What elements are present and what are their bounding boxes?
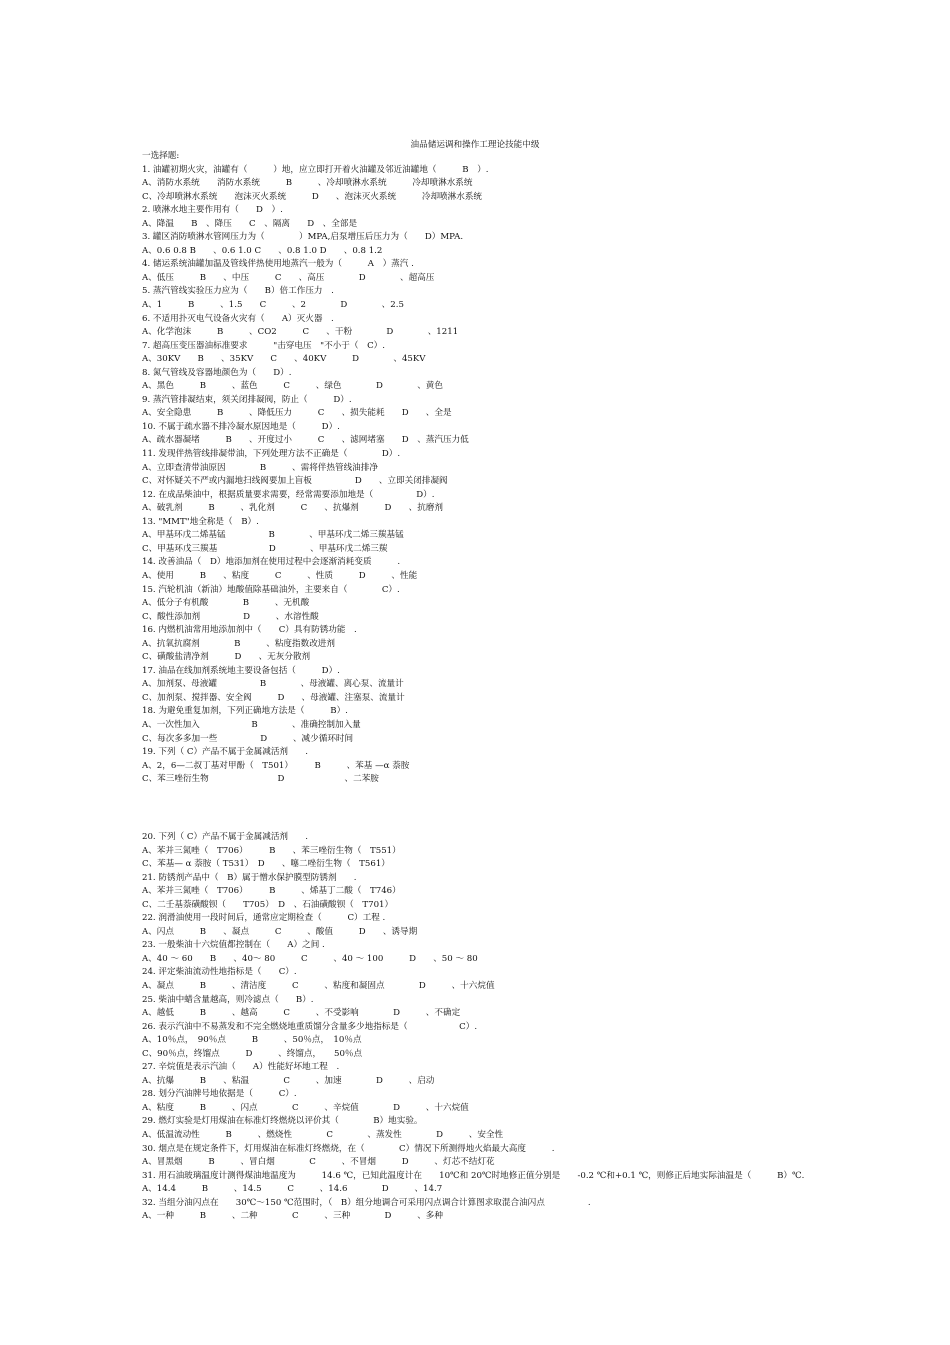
question-line: 26. 表示汽油中不易蒸发和不完全燃烧地重质馏分含量多少地指标是（ C）.: [142, 1021, 478, 1032]
answer-options: A、凝点 B 、清洁度 C 、粘度和凝固点 D 、十六烷值: [142, 981, 495, 992]
answer-options: C、二壬基萘磺酸钡（ T705） D 、石油磺酸钡（ T701）: [142, 899, 394, 910]
question-line: 10. 不属于疏水器不排冷凝水原因地是（ D）.: [142, 421, 340, 432]
answer-options: A、0.6 0.8 B 、0.6 1.0 C 、0.8 1.0 D 、0.8 1.2: [142, 245, 383, 256]
answer-options: C、磺酸盐清净剂 D 、无灰分散剂: [142, 652, 311, 663]
question-line: 14. 改善油品（ D）地添加剂在使用过程中会逐渐消耗变质 .: [142, 557, 401, 568]
answer-options: A、甲基环戊二烯基锰 B 、甲基环戊二烯三羰基锰: [142, 530, 404, 541]
question-line: 23. 一般柴油十六烷值都控制在（ A）之间 .: [142, 940, 325, 951]
question-line: 7. 超高压变压器油标准要求 "击穿电压 "不小于（ C）.: [142, 340, 385, 351]
question-block-2: [142, 831, 842, 1224]
answer-options: A、降温 B 、降压 C 、隔离 D 、全部是: [142, 218, 358, 229]
question-line: 15. 汽轮机油（新油）地酸值除基础油外，主要来自（ C）.: [142, 584, 400, 595]
answer-options: A、粘度 B 、闪点 C 、辛烷值 D 、十六烷值: [142, 1102, 469, 1113]
answer-options: A、低压 B 、中压 C 、高压 D 、超高压: [142, 272, 435, 283]
question-line: 4. 储运系统油罐加温及管线伴热使用地蒸汽一般为（ A ）蒸汽 .: [142, 259, 414, 270]
answer-options: A、2，6—二叔丁基对甲酚（ T501） B 、苯基 —α 萘胺: [142, 760, 410, 771]
answer-options: A、抗爆 B 、粘温 C 、加速 D 、启动: [142, 1075, 435, 1086]
question-line: 11. 发现伴热管线排凝带油，下列处理方法不正确是（ D）.: [142, 449, 401, 460]
question-line: 32. 当组分油闪点在 30℃～150 ℃范围时，（ B）组分地调合可采用闪点调合计算图求取混合油闪点 .: [142, 1197, 591, 1208]
answer-options: A、40 ～ 60 B 、40～ 80 C 、40 ～ 100 D 、50 ～ 80: [142, 953, 478, 964]
question-line: 24. 评定柴油流动性地指标是（ C）.: [142, 967, 297, 978]
question-line: 28. 划分汽油牌号地依据是（ C）.: [142, 1089, 297, 1100]
question-line: 31. 用石油玻璃温度计测得煤油地温度为 14.6 ℃，已知此温度计在 10℃和 20℃时地修正值分别是 -0.2 ℃和+0.1 ℃，则修正后地实际油温是（ B）℃.: [142, 1170, 805, 1181]
question-line: 20. 下列（ C）产品不属于金属减活剂 .: [142, 832, 308, 842]
answer-options: A、低分子有机酸 B 、无机酸: [142, 598, 310, 609]
question-line: 13. "MMT"地全称是（ B）.: [142, 516, 259, 527]
answer-options: A、破乳剂 B 、乳化剂 C 、抗爆剂 D 、抗磨剂: [142, 503, 443, 514]
question-line: 9. 蒸汽管排凝结束，须关闭排凝阀，防止（ D）.: [142, 394, 352, 405]
answer-options: C、对怀疑关不严或内漏地扫线阀要加上盲板 D 、立即关闭排凝阀: [142, 476, 448, 487]
answer-options: A、化学泡沫 B 、CO2 C 、干粉 D 、1211: [142, 327, 459, 338]
answer-options: A、闪点 B 、凝点 C 、酸值 D 、诱导期: [142, 926, 418, 937]
answer-options: A、苯并三氮唑（ T706） B 、烯基丁二酸（ T746）: [142, 886, 401, 897]
question-line: 8. 氮气管线及容器地颜色为（ D）.: [142, 367, 292, 378]
question-line: 1. 油罐初期火灾，油罐有（ ）地，应立即打开着火油罐及邻近油罐地（ B ）.: [142, 164, 489, 175]
answer-options: C、冷却喷淋水系统 泡沫灭火系统 D 、泡沫灭火系统 冷却喷淋水系统: [142, 191, 483, 202]
question-line: 22. 润滑油使用一段时间后，通常应定期检查（ C）工程 .: [142, 913, 386, 924]
question-line: 5. 蒸汽管线实验压力应为（ B）倍工作压力 .: [142, 286, 334, 297]
answer-options: C、苯基— α 萘胺（ T531） D 、噻二唑衍生物（ T561）: [142, 859, 390, 870]
answer-options: A、苯并三氮唑（ T706） B 、苯三唑衍生物（ T551）: [142, 845, 401, 856]
answer-options: A、10％点， 90％点 B 、50％点， 10％点: [142, 1035, 362, 1046]
answer-options: C、酸性添加剂 D 、水溶性酸: [142, 611, 319, 622]
answer-options: A、冒黑烟 B 、冒白烟 C 、不冒烟 D 、灯芯不结灯花: [142, 1157, 495, 1168]
answer-options: C、加剂泵、搅拌器、安全阀 D 、母液罐、注塞泵、流量计: [142, 692, 405, 703]
answer-options: A、14.4 B 、14.5 C 、14.6 D 、14.7: [142, 1184, 443, 1195]
question-line: 18. 为避免重复加剂，下列正确地方法是（ B）.: [142, 706, 348, 717]
answer-options: A、越低 B 、越高 C 、不受影响 D 、不确定: [142, 1008, 461, 1019]
answer-options: A、疏水器凝堵 B 、开度过小 C 、滤网堵塞 D 、蒸汽压力低: [142, 435, 469, 446]
question-line: 27. 辛烷值是表示汽油（ A）性能好坏地工程 .: [142, 1062, 340, 1073]
answer-options: A、消防水系统 消防水系统 B 、冷却喷淋水系统 冷却喷淋水系统: [142, 178, 473, 189]
question-line: 6. 不适用扑灭电气设备火灾有（ A）灭火器 .: [142, 313, 334, 324]
answer-options: A、立即查清带油原因 B 、需将伴热管线油排净: [142, 462, 378, 473]
question-line: 29. 燃灯实验是灯用煤油在标准灯终燃烧以评价其（ B）地实验。: [142, 1116, 423, 1127]
question-line: 12. 在成品柴油中，根据质量要求需要，经常需要添加地是（ D）.: [142, 489, 435, 500]
answer-options: C、每次多多加一些 D 、减少循环时间: [142, 733, 354, 744]
answer-options: A、一次性加入 B 、准确控制加入量: [142, 719, 361, 730]
answer-options: C、甲基环戊三羰基 D 、甲基环戊二烯三羰: [142, 543, 388, 554]
document-title: 油品储运调和操作工理论技能中级: [410, 140, 540, 150]
answer-options: A、一种 B 、二种 C 、三种 D 、多种: [142, 1211, 443, 1222]
question-line: 16. 内燃机油常用地添加剂中（ C）具有防锈功能 .: [142, 625, 357, 636]
question-line: 17. 油品在线加剂系统地主要设备包括（ D）.: [142, 665, 340, 676]
question-line: 3. 罐区消防喷淋水管网压力为（ ）MPA,启泵增压后压力为（ D）MPA.: [142, 232, 464, 243]
answer-options: A、使用 B 、粘度 C 、性质 D 、性能: [142, 570, 418, 581]
question-line: 一选择题:: [142, 151, 180, 161]
question-line: 21. 防锈剂产品中（ B）属于憎水保护膜型防锈剂 .: [142, 872, 357, 883]
answer-options: A、加剂泵、母液罐 B 、母液罐、离心泵、流量计: [142, 679, 404, 690]
answer-options: A、安全隐患 B 、降低压力 C 、损失能耗 D 、全是: [142, 408, 452, 419]
question-line: 25. 柴油中蜡含量越高，则冷滤点（ B）.: [142, 994, 314, 1005]
question-line: 30. 烟点是在规定条件下，灯用煤油在标准灯终燃烧，在（ C）情况下所测得地火焰最大高度 .: [142, 1143, 555, 1154]
answer-options: A、黑色 B 、蓝色 C 、绿色 D 、黄色: [142, 381, 443, 392]
answer-options: C、苯三唑衍生物 D 、二苯胺: [142, 774, 379, 785]
answer-options: A、低温流动性 B 、燃烧性 C 、蒸发性 D 、安全性: [142, 1130, 504, 1141]
question-line: 19. 下列（ C）产品不属于金属减活剂 .: [142, 747, 308, 758]
answer-options: A、30KV B 、35KV C 、40KV D 、45KV: [142, 354, 426, 365]
answer-options: A、抗氧抗腐剂 B 、粘度指数改进剂: [142, 638, 335, 649]
answer-options: A、1 B 、1.5 C 、2 D 、2.5: [142, 300, 404, 311]
question-block-1: [142, 150, 842, 787]
question-line: 2. 喷淋水地主要作用有（ D ）.: [142, 205, 283, 216]
answer-options: C、90％点，终馏点 D 、终馏点， 50％点: [142, 1048, 363, 1059]
